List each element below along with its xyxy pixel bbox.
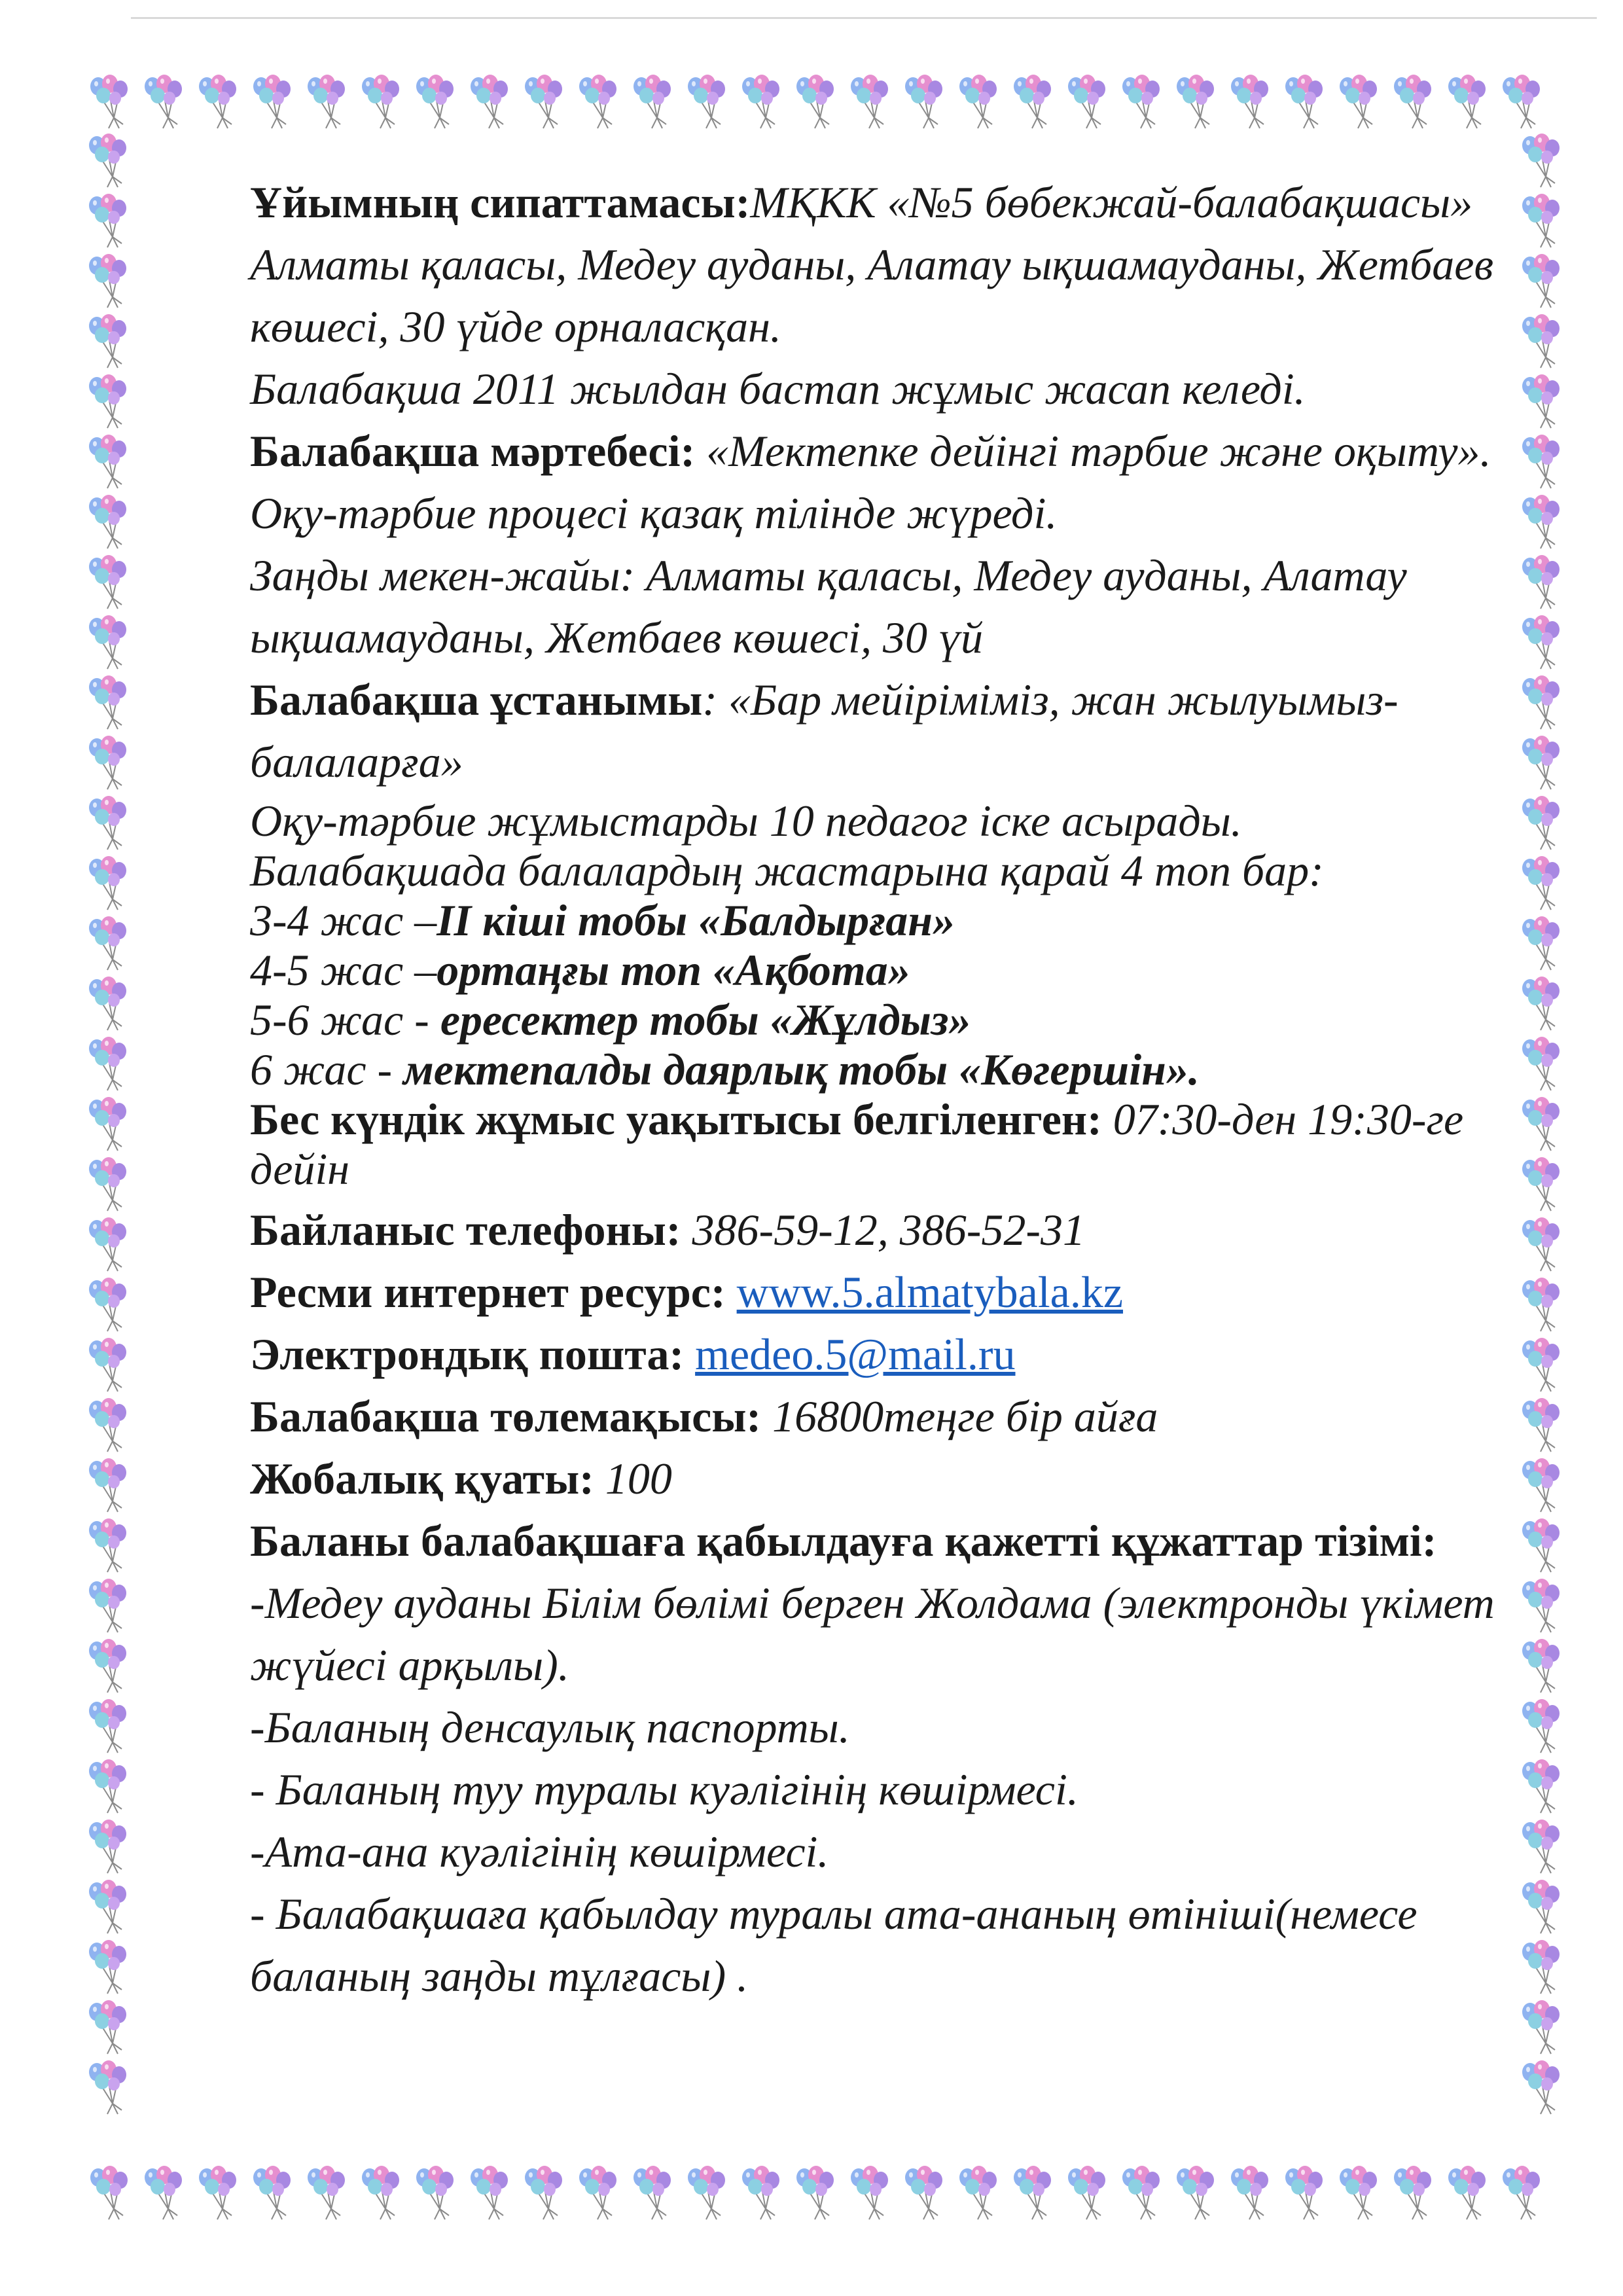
balloon-bunch-icon (1122, 2166, 1160, 2219)
balloon-bunch-icon (416, 75, 454, 128)
group-item (250, 895, 1533, 945)
balloon-bunch-icon (851, 2166, 888, 2219)
balloon-bunch-icon (362, 2166, 399, 2219)
document-item-text: - Баланың туу туралы куәлігінің көшірмесі. (250, 1765, 1079, 1814)
balloon-bunch-icon (1503, 75, 1540, 128)
group-age: 6 жас - (250, 1045, 404, 1094)
balloon-bunch-icon (1177, 2166, 1214, 2219)
balloon-bunch-icon (633, 75, 671, 128)
balloon-bunch-icon (89, 1880, 126, 1933)
balloon-bunch-icon (89, 2000, 126, 2054)
balloon-bunch-icon (362, 75, 399, 128)
status-value: «Мектепке дейінгі тәрбие және оқыту». (695, 426, 1491, 476)
document-item (250, 1696, 1533, 1759)
balloon-bunch-icon (308, 75, 345, 128)
document-item (250, 1821, 1533, 1883)
balloon-bunch-icon (416, 2166, 454, 2219)
balloon-bunch-icon (308, 2166, 345, 2219)
teachers-text: Оқу-тәрбие жұмыстарды 10 педагог іске асырады. (250, 796, 1242, 846)
legal-address (250, 545, 1533, 669)
balloon-bunch-icon (633, 2166, 671, 2219)
balloon-bunch-icon (89, 1699, 126, 1753)
balloon-bunch-icon (199, 75, 236, 128)
balloon-bunch-icon (89, 1217, 126, 1271)
balloon-bunch-icon (89, 675, 126, 729)
balloon-bunch-icon (90, 75, 128, 128)
email-link[interactable]: medeo.5@mail.ru (695, 1329, 1016, 1379)
motto-paragraph (250, 669, 1533, 793)
balloon-bunch-icon (89, 314, 126, 368)
balloon-bunch-icon (145, 75, 182, 128)
group-name: мектепалды даярлық тобы «Көгершін». (403, 1045, 1200, 1094)
balloon-bunch-icon (1285, 75, 1323, 128)
balloon-bunch-icon (1522, 2000, 1560, 2054)
phone-value: 386-59-12, 386-52-31 (681, 1205, 1086, 1255)
balloon-bunch-icon (89, 796, 126, 850)
balloon-bunch-icon (89, 435, 126, 488)
capacity-label: Жобалық қуаты: (250, 1454, 594, 1503)
balloon-bunch-icon (1394, 2166, 1431, 2219)
balloon-bunch-icon (1068, 75, 1105, 128)
balloon-bunch-icon (905, 75, 942, 128)
balloon-bunch-icon (1177, 75, 1214, 128)
balloon-bunch-icon (1394, 75, 1431, 128)
email-label: Электрондық пошта: (250, 1329, 685, 1379)
fee-line (250, 1386, 1533, 1448)
balloon-bunch-icon (1340, 75, 1377, 128)
document-item (250, 1759, 1533, 1821)
balloon-bunch-icon (89, 1157, 126, 1211)
org-since-text: Балабақша 2011 жылдан бастап жұмыс жасап келеді. (250, 364, 1306, 414)
legal-address-text: Заңды мекен-жайы: Алматы қаласы, Медеу ауданы, Алатау ықшамауданы, Жетбаев көшесі, 30 үй (250, 550, 1407, 662)
balloon-bunch-icon (253, 75, 291, 128)
documents-paragraph (250, 1510, 1533, 1696)
balloon-bunch-icon (796, 2166, 834, 2219)
balloon-bunch-icon (525, 2166, 562, 2219)
balloon-bunch-icon (471, 75, 508, 128)
capacity-value: 100 (594, 1454, 672, 1503)
fee-label: Балабақша төлемақысы: (250, 1391, 762, 1441)
balloon-bunch-icon (89, 1398, 126, 1452)
motto-label: Балабақша ұстанымы (250, 675, 703, 725)
balloon-bunch-icon (1014, 2166, 1051, 2219)
balloon-bunch-icon (89, 1037, 126, 1090)
balloon-bunch-icon (89, 916, 126, 970)
balloon-bunch-icon (89, 1278, 126, 1331)
balloon-bunch-icon (253, 2166, 291, 2219)
balloon-bunch-icon (1522, 2060, 1560, 2114)
document-item (250, 1883, 1533, 2007)
balloon-bunch-icon (89, 977, 126, 1030)
working-hours-value: 07:30-ден 19:30-ге дейін (250, 1094, 1464, 1194)
balloon-bunch-icon (688, 75, 725, 128)
balloon-bunch-icon (89, 194, 126, 247)
document-item-text: - Балабақшаға қабылдау туралы ата-ананың өтініші(немесе баланың заңды тұлғасы) . (250, 1889, 1418, 2001)
working-hours (250, 1094, 1533, 1194)
balloon-bunch-icon (1122, 75, 1160, 128)
balloon-bunch-icon (89, 1518, 126, 1572)
balloon-bunch-icon (89, 1579, 126, 1632)
website-link[interactable]: www.5.almatybala.kz (736, 1267, 1124, 1317)
documents-label: Баланы балабақшаға қабылдауға қажетті құжаттар тізімі: (250, 1516, 1437, 1566)
balloon-bunch-icon (89, 615, 126, 669)
balloon-bunch-icon (579, 2166, 616, 2219)
balloon-bunch-icon (89, 134, 126, 187)
balloon-bunch-icon (89, 736, 126, 789)
document-item-text: -Баланың денсаулық паспорты. (250, 1702, 850, 1752)
group-item (250, 995, 1533, 1045)
balloon-bunch-icon (796, 75, 834, 128)
teachers-line (250, 796, 1533, 846)
balloon-bunch-icon (688, 2166, 725, 2219)
document-body (250, 171, 1533, 2007)
balloon-bunch-icon (1503, 2166, 1540, 2219)
balloon-bunch-icon (1448, 75, 1486, 128)
balloon-bunch-icon (1231, 75, 1268, 128)
balloon-bunch-icon (959, 2166, 997, 2219)
group-name: II кіші тобы «Балдырған» (437, 895, 955, 945)
group-name: ортаңғы топ «Ақбота» (437, 945, 910, 995)
fee-value: 16800теңге бір айға (761, 1391, 1158, 1441)
group-item (250, 945, 1533, 995)
phone-label: Байланыс телефоны: (250, 1205, 681, 1255)
balloon-bunch-icon (89, 856, 126, 910)
balloon-bunch-icon (145, 2166, 182, 2219)
balloon-bunch-icon (905, 2166, 942, 2219)
language-text: Оқу-тәрбие процесі қазақ тілінде жүреді. (250, 488, 1058, 538)
balloon-bunch-icon (89, 1820, 126, 1873)
balloon-bunch-icon (89, 254, 126, 308)
website-line (250, 1261, 1533, 1323)
document-item: -Медеу ауданы Білім бөлімі берген Жолдама (электронды үкімет жүйесі арқылы). (250, 1578, 1495, 1690)
balloon-bunch-icon (471, 2166, 508, 2219)
balloon-bunch-icon (89, 555, 126, 609)
groups-intro-text: Балабақшада балалардың жастарына қарай 4 топ бар: (250, 846, 1324, 895)
groups-section (250, 796, 1533, 1194)
balloon-bunch-icon (89, 1097, 126, 1151)
balloon-bunch-icon (89, 1338, 126, 1391)
balloon-bunch-icon (1231, 2166, 1268, 2219)
website-label: Ресми интернет ресурс: (250, 1267, 726, 1317)
balloon-bunch-icon (89, 2060, 126, 2114)
balloon-bunch-icon (742, 75, 779, 128)
group-age: 4-5 жас – (250, 945, 437, 995)
balloon-bunch-icon (90, 2166, 128, 2219)
balloon-bunch-icon (89, 1940, 126, 1994)
group-age: 5-6 жас - (250, 995, 440, 1045)
balloon-bunch-icon (89, 374, 126, 428)
email-line (250, 1323, 1533, 1386)
groups-intro (250, 846, 1533, 895)
status-paragraph (250, 420, 1533, 545)
balloon-bunch-icon (1014, 75, 1051, 128)
balloon-bunch-icon (959, 75, 997, 128)
group-item (250, 1045, 1533, 1094)
balloon-bunch-icon (89, 495, 126, 548)
balloon-bunch-icon (1448, 2166, 1486, 2219)
balloon-bunch-icon (579, 75, 616, 128)
balloon-bunch-icon (1340, 2166, 1377, 2219)
balloon-bunch-icon (199, 2166, 236, 2219)
org-description (250, 171, 1533, 358)
balloon-bunch-icon (742, 2166, 779, 2219)
status-label: Балабақша мәртебесі: (250, 426, 696, 476)
balloon-bunch-icon (1285, 2166, 1323, 2219)
balloon-bunch-icon (89, 1639, 126, 1693)
motto-value: : «Бар мейіріміміз, жан жылуымыз-балаларға» (250, 675, 1399, 787)
document-item-text: -Ата-ана куәлігінің көшірмесі. (250, 1827, 829, 1876)
org-description-text: МҚКК «№5 бөбекжай-балабақшасы» Алматы қаласы, Медеу ауданы, Алатау ықшамауданы, Жетбаев көшесі, 30 үйде орналасқан. (250, 177, 1493, 351)
balloon-bunch-icon (89, 1759, 126, 1813)
balloon-bunch-icon (89, 1458, 126, 1512)
org-since (250, 358, 1533, 420)
capacity-line (250, 1448, 1533, 1510)
balloon-bunch-icon (851, 75, 888, 128)
working-hours-label: Бес күндік жұмыс уақытысы белгіленген: (250, 1094, 1102, 1144)
balloon-bunch-icon (1068, 2166, 1105, 2219)
group-age: 3-4 жас – (250, 895, 437, 945)
org-description-label: Ұйымның сипаттамасы: (250, 177, 751, 227)
balloon-bunch-icon (525, 75, 562, 128)
phone-line (250, 1199, 1533, 1261)
group-name: ересектер тобы «Жұлдыз» (440, 995, 971, 1045)
